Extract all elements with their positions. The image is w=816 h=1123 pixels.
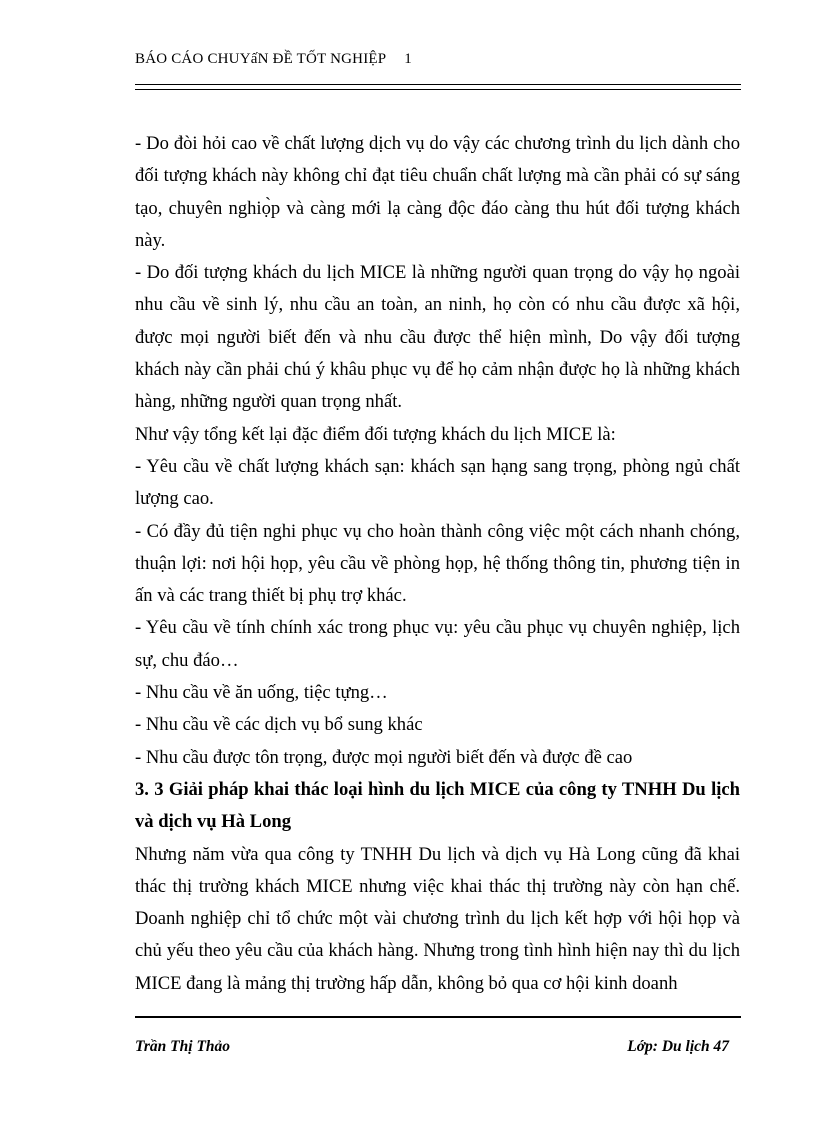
paragraph: - Nhu cầu về ăn uống, tiệc tựng… <box>135 682 388 704</box>
paragraph: - Do đối tượng khách du lịch MICE là những người quan trọng do vậy họ ngoài nhu cầu về sinh lý, nhu cầu an toàn, an ninh, họ còn có nhu cầu được xã hội, được mọi người biết đến và nhu cầu được thể hiện mình, Do vậy đối tượng khách này cần phải chú ý khâu phục vụ để họ cảm nhận được họ là những khách hàng, những người quan trọng nhất. <box>135 262 740 413</box>
paragraph: - Nhu cầu về các dịch vụ bổ sung khác <box>135 714 423 736</box>
section-heading: 3. 3 Giải pháp khai thác loại hình du lịch MICE của công ty TNHH Du lịch và dịch vụ Hà Long <box>135 778 740 833</box>
header-title: BÁO CÁO CHUYấN ĐỀ TỐT NGHIỆP <box>135 51 387 67</box>
paragraph: - Do đòi hỏi cao về chất lượng dịch vụ do vậy các chương trình du lịch dành cho đối tượng khách này không chỉ đạt tiêu chuẩn chất lượng mà cần phải có sự sáng tạo, chuyên nghiọ̀p và càng mới lạ càng độc đáo càng thu hút đối tượng khách này. <box>135 133 740 251</box>
document-body <box>135 128 740 1000</box>
footer-divider <box>135 1016 741 1018</box>
footer-author: Trần Thị Thảo <box>135 1038 231 1055</box>
paragraph: - Có đầy đủ tiện nghi phục vụ cho hoàn thành công việc một cách nhanh chóng, thuận lợi: nơi hội họp, yêu cầu về phòng họp, hệ thống thông tin, phương tiện in ấn và các trang thiết bị phụ trợ khác. <box>135 520 740 607</box>
paragraph: - Yêu cầu về tính chính xác trong phục vụ: yêu cầu phục vụ chuyên nghiệp, lịch sự, chu đáo… <box>135 617 740 671</box>
paragraph: - Nhu cầu được tôn trọng, được mọi người biết đến và được đề cao <box>135 746 633 768</box>
paragraph: - Yêu cầu về chất lượng khách sạn: khách sạn hạng sang trọng, phòng ngủ chất lượng cao. <box>135 455 740 510</box>
paragraph: Nhưng năm vừa qua công ty TNHH Du lịch và dịch vụ Hà Long cũng đã khai thác thị trường khách MICE nhưng việc khai thác thị trường này còn hạn chế. Doanh nghiệp chỉ tổ chức một vài chương trình du lịch kết hợp với hội họp và chủ yếu theo yêu cầu của khách hàng. Nhưng trong tình hình hiện nay thì du lịch MICE đang là mảng thị trường hấp dẫn, không bỏ qua cơ hội kinh doanh <box>135 843 740 994</box>
footer-class: Lớp: Du lịch 47 <box>627 1038 729 1055</box>
header-divider <box>135 84 741 90</box>
page-footer <box>135 1038 741 1056</box>
page-header <box>135 50 741 68</box>
header-page-number: 1 <box>404 51 412 67</box>
paragraph: Như vậy tổng kết lại đặc điểm đối tượng khách du lịch MICE là: <box>135 423 616 445</box>
